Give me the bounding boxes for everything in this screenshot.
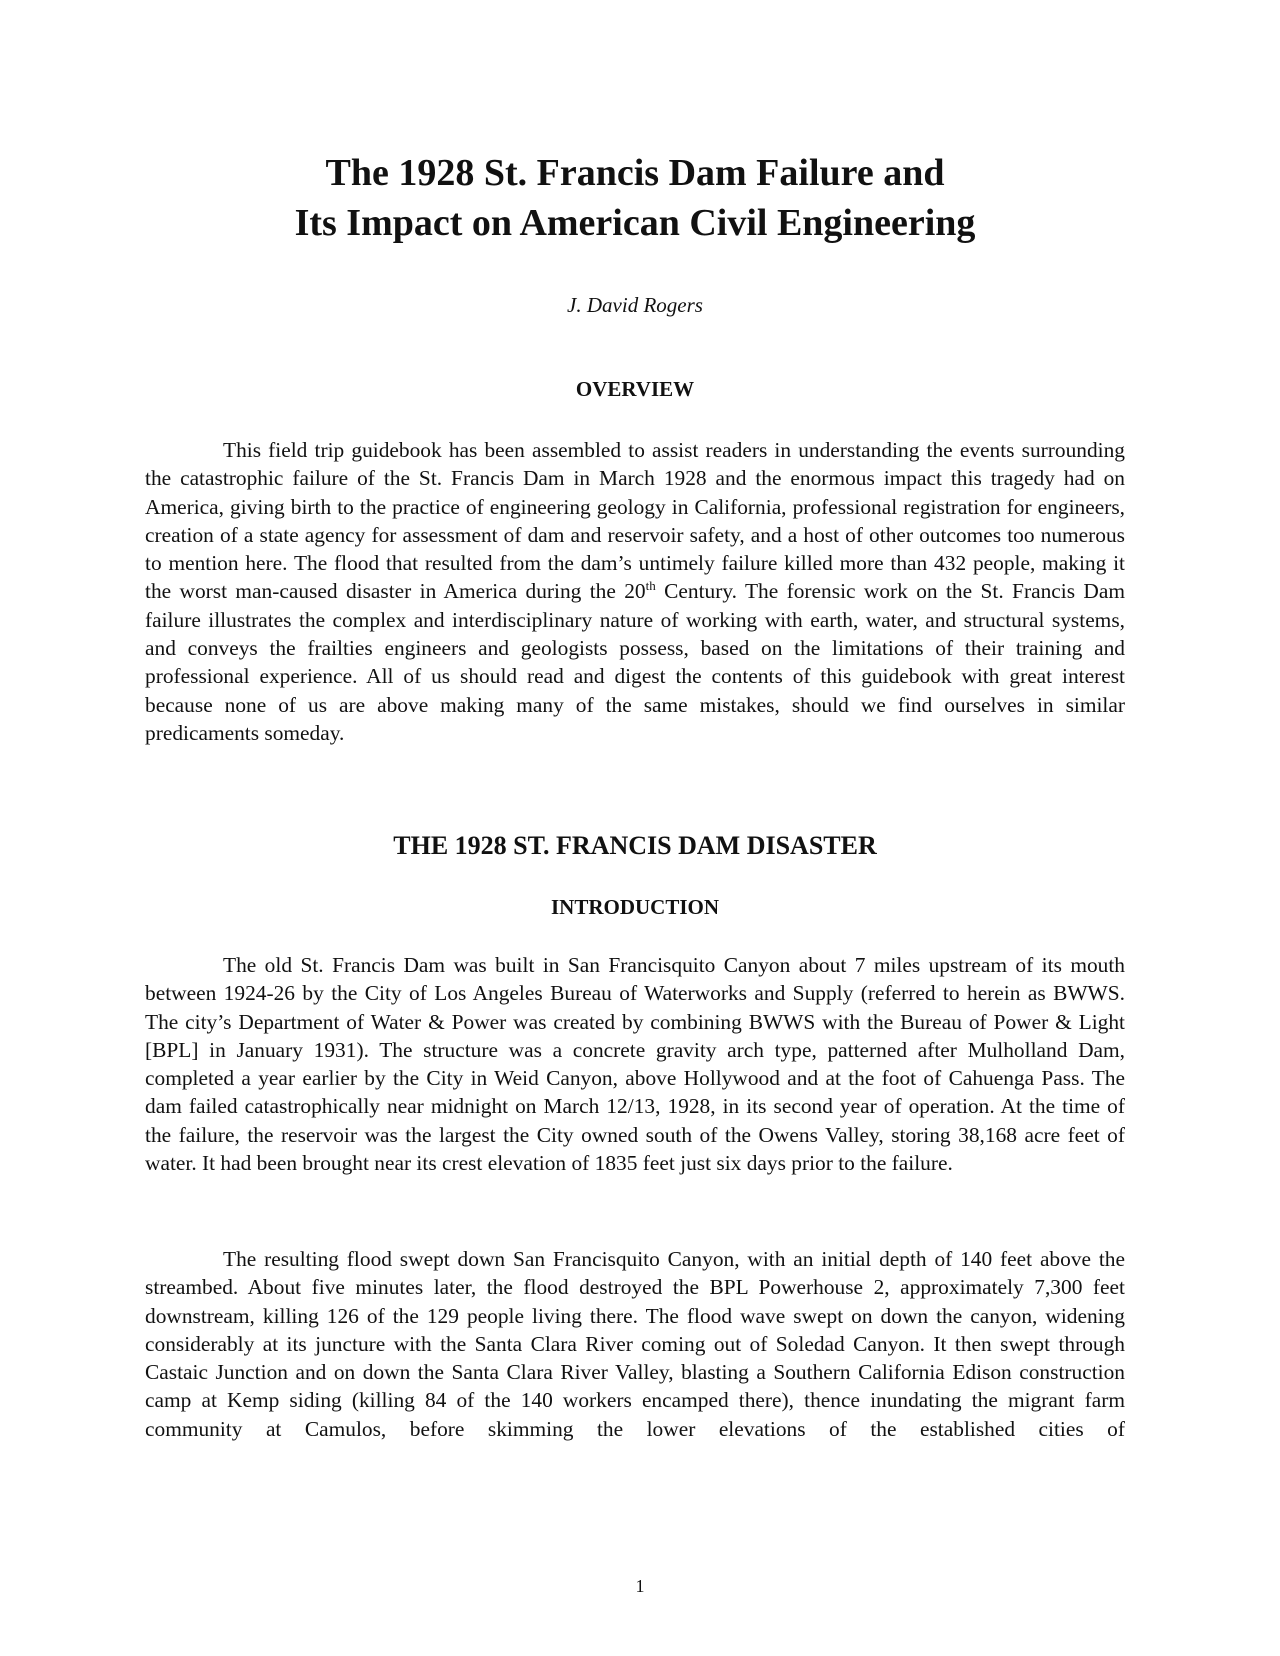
title-line-1: The 1928 St. Francis Dam Failure and	[325, 152, 945, 194]
introduction-paragraph-1: The old St. Francis Dam was built in San Francisquito Canyon about 7 miles upstream of its mouth between 1924-26 by the City of Los Angeles Bureau of Waterworks and Supply (referred to herein as BWWS. The city’s Department of Water & Power was created by combining BWWS with the Bureau of Power & Light [BPL] in January 1931). The structure was a concrete gravity arch type, patterned after Mulholland Dam, completed a year earlier by the City in Weid Canyon, above Hollywood and at the foot of Cahuenga Pass. The dam failed catastrophically near midnight on March 12/13, 1928, in its second year of operation. At the time of the failure, the reservoir was the largest the City owned south of the Owens Valley, storing 38,168 acre feet of water. It had been brought near its crest elevation of 1835 feet just six days prior to the failure.	[145, 953, 1125, 1176]
ordinal-superscript: th	[645, 578, 656, 594]
document-title	[145, 148, 1125, 248]
section-heading: THE 1928 ST. FRANCIS DAM DISASTER	[393, 831, 877, 860]
page-number: 1	[635, 1576, 645, 1596]
overview-text-part-2: Century. The forensic work on the St. Francis Dam failure illustrates the complex and interdisciplinary nature of working with earth, water, and structural systems, and conveys the frailties engineers and geologists possess, based on the limitations of their training and professional experience. All of us should read and digest the contents of this guidebook with great interest because none of us are above making many of the same mistakes, should we find ourselves in similar predicaments someday.	[145, 579, 1125, 745]
author-name: J. David Rogers	[567, 293, 703, 317]
introduction-heading: INTRODUCTION	[550, 895, 720, 919]
overview-text-part-1: This field trip guidebook has been assembled to assist readers in understanding the events surrounding the catastrophic failure of the St. Francis Dam in March 1928 and the enormous impact this tragedy had on America, giving birth to the practice of engineering geology in California, professional registration for engineers, creation of a state agency for assessment of dam and reservoir safety, and a host of other outcomes too numerous to mention here. The flood that resulted from the dam’s untimely failure killed more than 432 people, making it the worst man-caused disaster in America during the 20	[145, 438, 1125, 604]
overview-paragraph	[145, 436, 1125, 747]
introduction-paragraph-2: The resulting flood swept down San Francisquito Canyon, with an initial depth of 140 feet above the streambed. About five minutes later, the flood destroyed the BPL Powerhouse 2, approximately 7,300 feet downstream, killing 126 of the 129 people living there. The flood wave swept on down the canyon, widening considerably at its juncture with the Santa Clara River coming out of Soledad Canyon. It then swept through Castaic Junction and on down the Santa Clara River Valley, blasting a Southern California Edison construction camp at Kemp siding (killing 84 of the 140 workers encamped there), thence inundating the migrant farm community at Camulos, before skimming the lower elevations of the established cities of	[145, 1247, 1125, 1441]
title-line-2: Its Impact on American Civil Engineering	[294, 202, 976, 244]
overview-heading: OVERVIEW	[575, 377, 695, 401]
